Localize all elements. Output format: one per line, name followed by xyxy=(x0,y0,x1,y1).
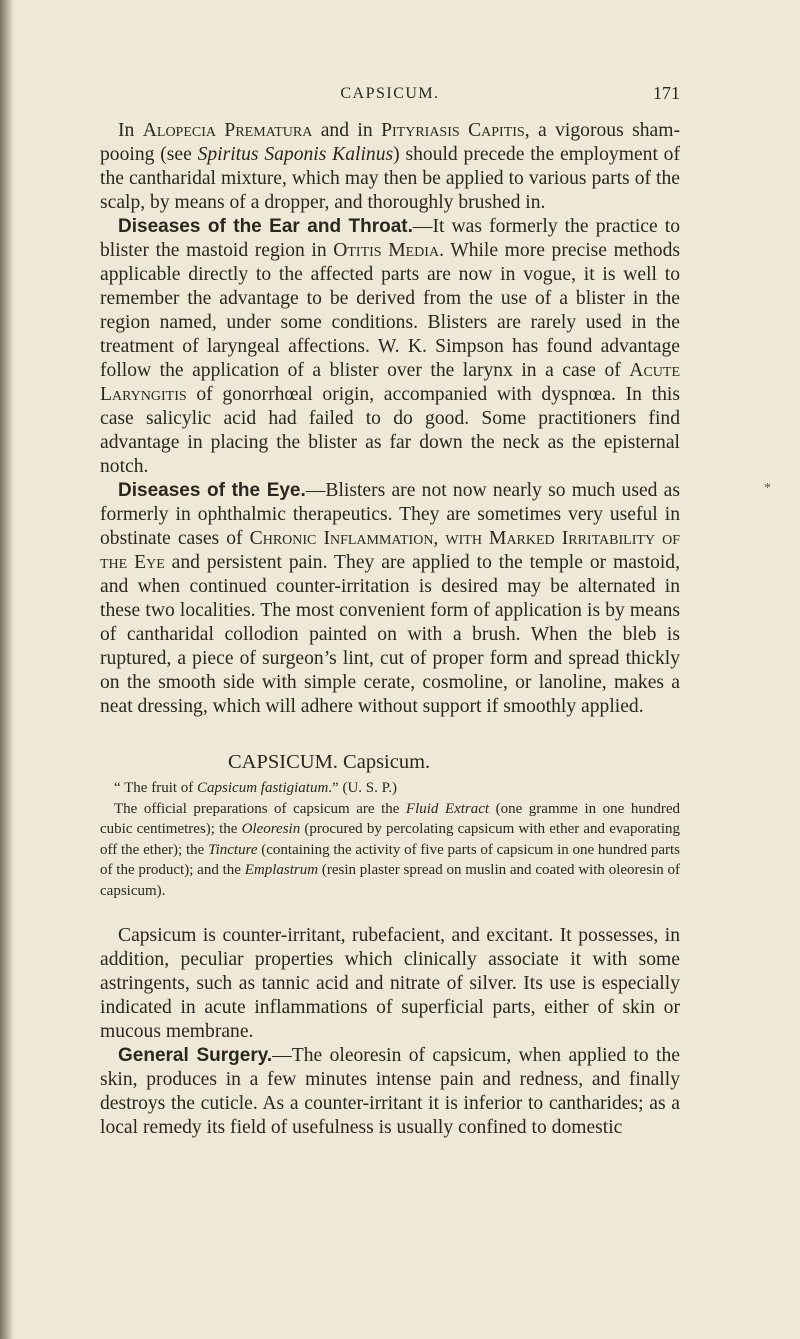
margin-mark: * xyxy=(764,481,771,496)
paragraph-action: Capsicum is counter-irritant, rubefacient, and excitant. It possesses, in addition, peculiar properties which clinically associate it with some astringents, such as tannic acid and nitrate of silver. Its use is especially indicated in acute inflammations of superficial parts, either of skin or mucous membrane. xyxy=(100,924,680,1042)
main-text xyxy=(100,119,680,719)
running-head-title: CAPSICUM. xyxy=(340,85,440,102)
capsicum-text xyxy=(100,924,680,1140)
paragraph-general-surgery: General Surgery.—The oleoresin of capsicum, when applied to the skin, produces in a few minutes intense pain and redness, and finally destroys the cuticle. As a counter-irritant it is inferior to cantharides; as a local remedy its field of usefulness is usually confined to domestic xyxy=(100,1044,680,1138)
page-number: 171 xyxy=(653,83,680,103)
paragraph-alopecia: In Alopecia Prematura and in Pityriasis Capitis, a vigorous sham-pooing (see Spiritus Saponis Kalinus) should precede the employment of the cantharidal mixture, which may then be applied to various parts of the scalp, by means of a dropper, and thoroughly brushed in. xyxy=(100,120,681,213)
heading-ear-throat: Diseases of the Ear and Throat. xyxy=(118,216,413,237)
book-spine-shadow xyxy=(0,0,14,1339)
fruit-definition: “ The fruit of Capsicum fastigiatum.” (U. S. P.) xyxy=(114,780,398,796)
section-title-capsicum: CAPSICUM. Capsicum. xyxy=(228,751,431,773)
heading-eye: Diseases of the Eye. xyxy=(118,480,306,501)
book-page xyxy=(100,85,680,1140)
paragraph-ear-throat: Diseases of the Ear and Throat.—It was formerly the practice to blister the mastoid region in Otitis Media. While more precise methods applicable directly to the affected parts are now in vogue, it is well to remember the advantage to be derived from the use of a blister in the region named, under some conditions. Blisters are rarely used in the treatment of laryngeal affections. W. K. Simpson has found advantage follow the application of a blister over the larynx in a case of Acute Laryngitis of gonorrhœal origin, accompanied with dyspnœa. In this case salicylic acid had failed to do good. Some practitioners find advantage in placing the blister as far down the neck as the episternal notch. xyxy=(100,216,680,477)
paragraph-eye: Diseases of the Eye.—Blisters are not now nearly so much used as formerly in ophthalmic therapeutics. They are sometimes very useful in obstinate cases of Chronic Inflammation, with Marked Irritability of the Eye and persistent pain. They are applied to the temple or mastoid, and when continued counter-irritation is desired may be alternated in these two localities. The most convenient form of application is by means of cantharidal collodion painted on with a brush. When the bleb is ruptured, a piece of surgeon’s lint, cut of proper form and spread thickly on the smooth side with simple cerate, cosmoline, or lanoline, makes a neat dressing, which will adhere without support if smoothly applied. xyxy=(100,480,681,717)
running-head xyxy=(100,85,680,111)
heading-general-surgery: General Surgery. xyxy=(118,1044,273,1066)
official-definition xyxy=(100,778,680,902)
official-preparations: The official preparations of capsicum are the Fluid Extract (one gramme in one hundred cubic centimetres); the Oleoresin (procured by percolating capsicum with ether and evaporating off the ether); the Tincture (containing the activity of five parts of capsicum in one hundred parts of the product); and the Emplastrum (resin plaster spread on muslin and coated with oleoresin of capsicum). xyxy=(100,800,681,899)
